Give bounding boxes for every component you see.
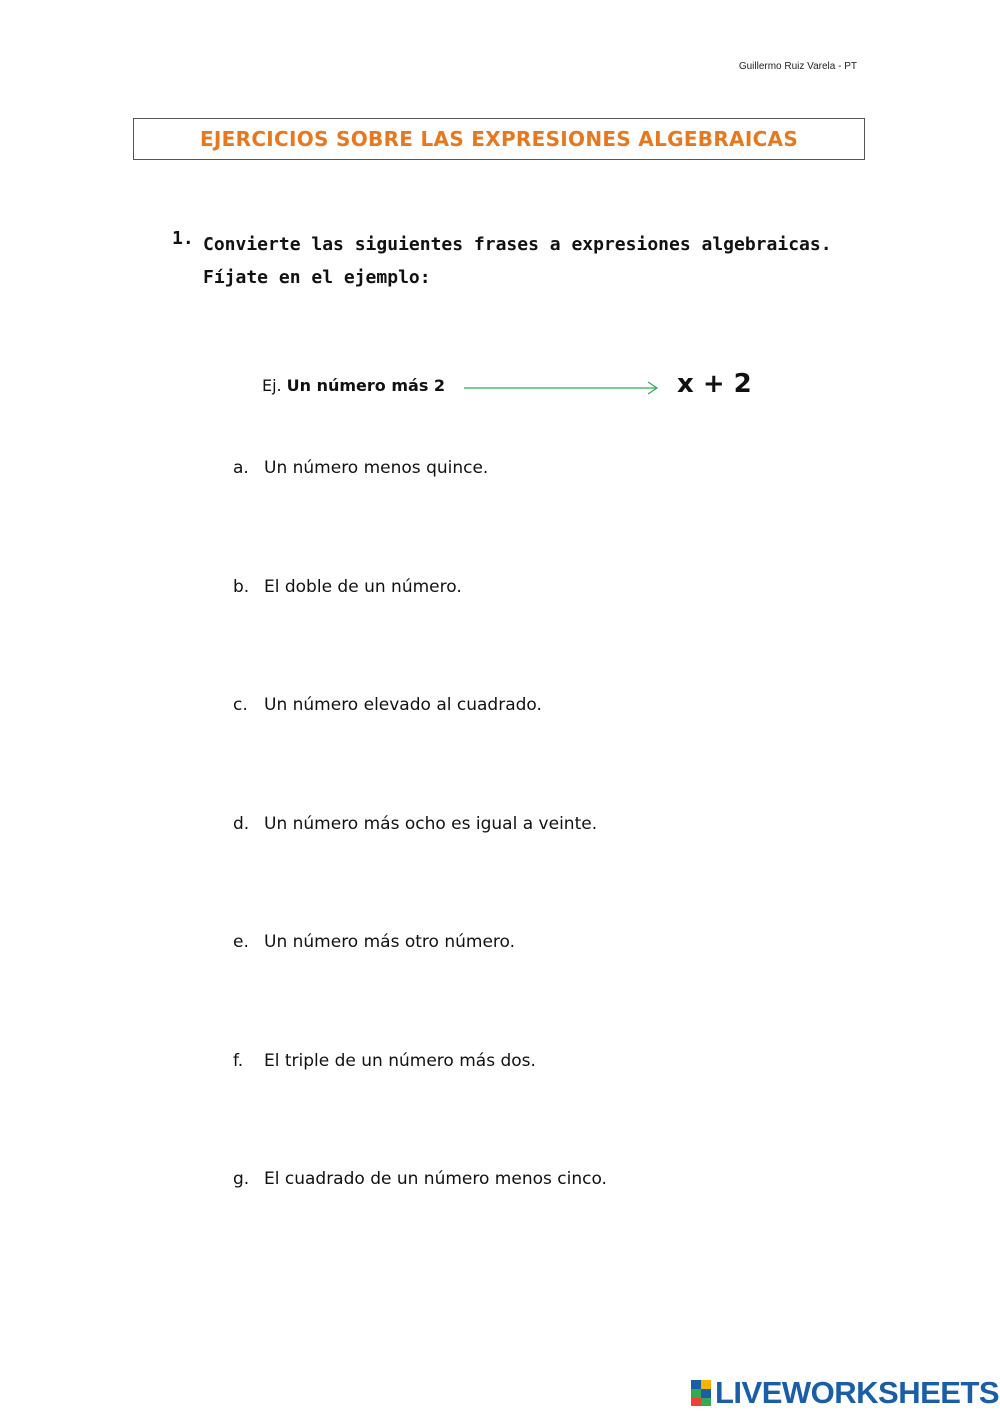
exercise-item-text: Un número elevado al cuadrado. (264, 695, 542, 715)
exercise-item-letter: c. (233, 695, 248, 715)
example-row (262, 376, 445, 395)
exercise-item-letter: g. (233, 1169, 250, 1189)
exercise-item-text: El triple de un número más dos. (264, 1050, 536, 1071)
exercise-item-letter: a. (233, 458, 249, 478)
exercise-item (233, 814, 597, 834)
question-instructions: Convierte las siguientes frases a expresiones algebraicas. Fíjate en el ejemplo: (203, 234, 832, 288)
liveworksheets-logo-icon (691, 1380, 711, 1406)
arrow-right-icon (462, 380, 662, 396)
exercise-item-text: Un número más ocho es igual a veinte. (264, 813, 598, 834)
logo-text: LIVEWORKSHEETS (715, 1375, 1000, 1410)
title-box (133, 118, 865, 160)
example-prefix: Ej. (262, 376, 282, 395)
exercise-item-text: Un número menos quince. (264, 458, 489, 478)
exercise-item (233, 1169, 607, 1189)
exercise-item (233, 458, 488, 478)
exercise-item-letter: d. (233, 813, 250, 834)
exercise-item-text: El doble de un número. (264, 576, 462, 597)
exercise-item (233, 932, 515, 952)
example-answer: x + 2 (677, 369, 752, 399)
exercise-item (233, 695, 542, 715)
liveworksheets-logo (691, 1375, 999, 1411)
exercise-item (233, 1051, 536, 1071)
exercise-item-letter: e. (233, 932, 249, 952)
author-credit: Guillermo Ruiz Varela - PT (738, 61, 857, 72)
exercise-item-text: El cuadrado de un número menos cinco. (264, 1169, 607, 1189)
page-title: EJERCICIOS SOBRE LAS EXPRESIONES ALGEBRAICAS (199, 127, 799, 151)
exercise-item-letter: b. (233, 576, 250, 597)
exercise-item (233, 577, 462, 597)
question-number: 1. (172, 228, 194, 249)
exercise-item-text: Un número más otro número. (264, 932, 516, 952)
example-phrase: Un número más 2 (286, 376, 446, 395)
exercise-item-letter: f. (233, 1050, 244, 1071)
